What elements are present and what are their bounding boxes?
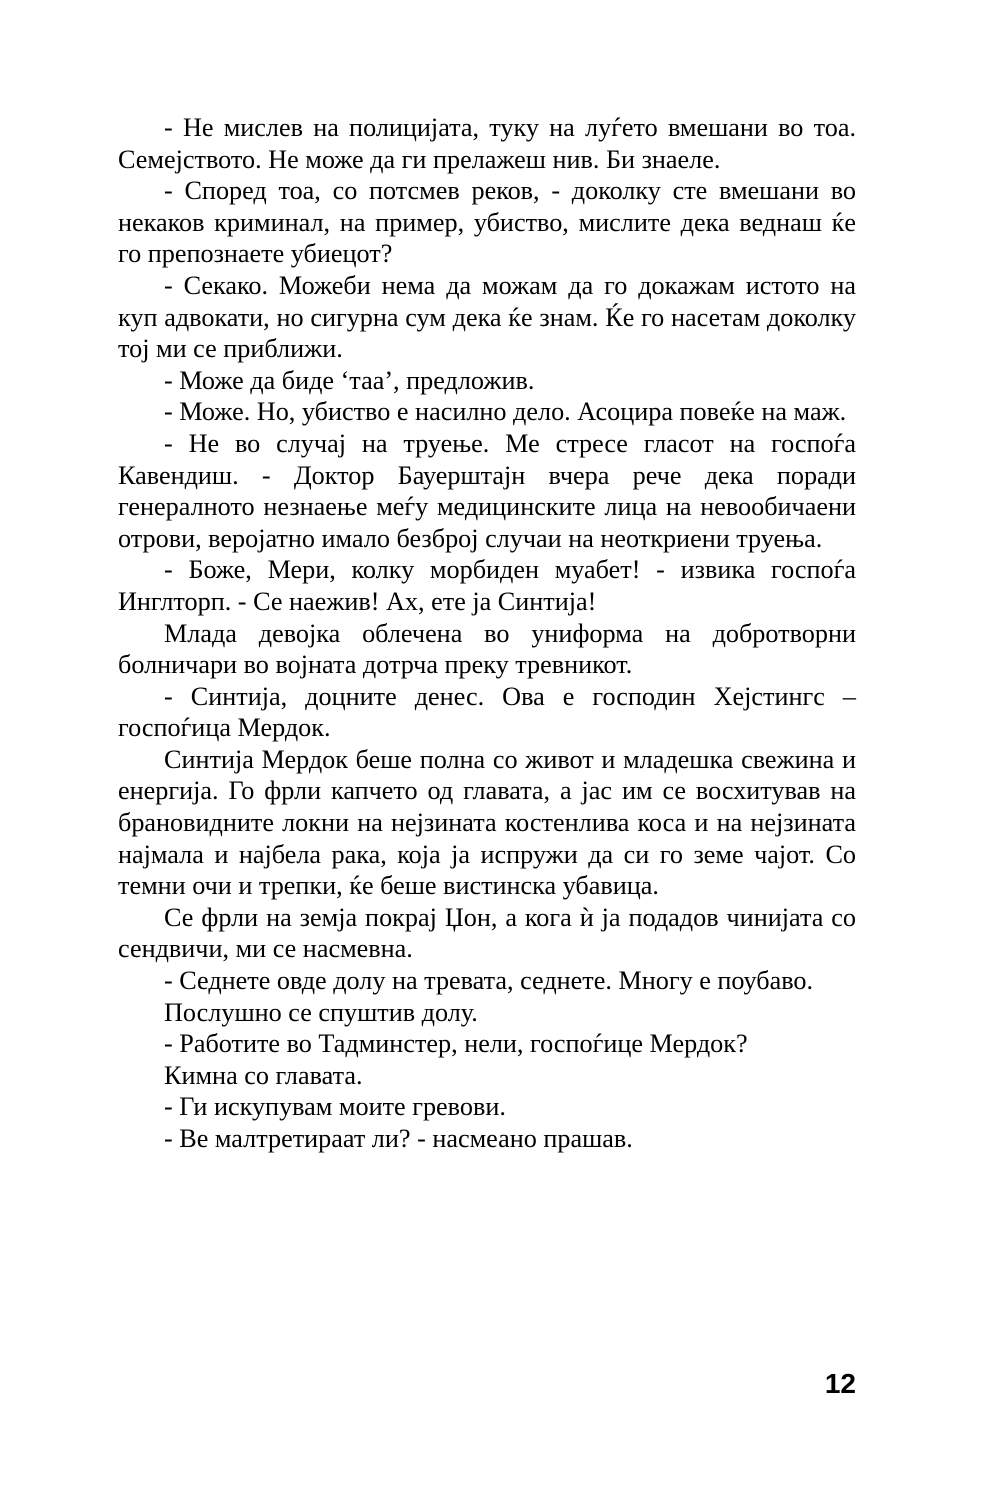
paragraph: - Може. Но, убиство е насилно дело. Асоцира повеќе на маж. bbox=[164, 397, 847, 427]
page-number: 12 bbox=[824, 1368, 856, 1399]
paragraph: - Ги искупувам моите гревови. bbox=[164, 1092, 506, 1122]
paragraph: Се фрли на земја покрај Џон, а кога ѝ ја подадов чинијата со сендвичи, ми се насмевна. bbox=[118, 902, 856, 964]
paragraph: - Според тоа, со потсмев реков, - доколку сте вмешани во некаков криминал, на пример, убиство, мислите дека веднаш ќе го препознаете убиецот? bbox=[118, 176, 856, 269]
paragraph: - Може да биде ‘таа’, предложив. bbox=[164, 365, 535, 395]
paragraph: - Синтија, доцните денес. Ова е господин Хејстингс – госпоѓица Мердок. bbox=[118, 681, 856, 743]
paragraph: - Ве малтретираат ли? - насмеано прашав. bbox=[164, 1124, 633, 1153]
paragraph: - Седнете овде долу на тревата, седнете. Многу е поубаво. bbox=[164, 966, 814, 996]
paragraph: - Не мислев на полицијата, туку на луѓето вмешани во тоа. Семејството. Не може да ги прелажеш нив. Би знаеле. bbox=[118, 113, 856, 174]
paragraph: Послушно се спуштив долу. bbox=[164, 997, 478, 1027]
paragraph: Синтија Мердок беше полна со живот и младешка свежина и енергија. Го фрли капчето од главата, а јас им се восхитував на брановидните локни на нејзината костенлива коса и на нејзината најмала и најбела рака, која ја испружи да си го земе чајот. Со темни очи и трепки, ќе беше вистинска убавица. bbox=[118, 744, 856, 901]
paragraph: Кимна со главата. bbox=[164, 1060, 363, 1090]
paragraph: - Работите во Тадминстер, нели, госпоѓице Мердок? bbox=[164, 1029, 748, 1059]
paragraph: Млада девојка облечена во униформа на добротворни болничари во војната дотрча преку тревникот. bbox=[118, 618, 856, 680]
paragraph: - Секако. Можеби нема да можам да го докажам истото на куп адвокати, но сигурна сум дека ќе знам. Ќе го насетам доколку тој ми се приближи. bbox=[118, 270, 856, 364]
paragraph: - Не во случај на труење. Ме стресе гласот на госпоѓа Кавендиш. - Доктор Бауерштајн вчера рече дека поради генералното незнаење меѓу медицинските лица на невообичаени отрови, веројатно имало безброј случаи на неоткриени труења. bbox=[118, 428, 856, 553]
paragraph: - Боже, Мери, колку морбиден муабет! - извика госпоѓа Инглторп. - Се наежив! Ах, ете ја Синтија! bbox=[118, 555, 856, 616]
page-body-text bbox=[118, 112, 856, 1155]
